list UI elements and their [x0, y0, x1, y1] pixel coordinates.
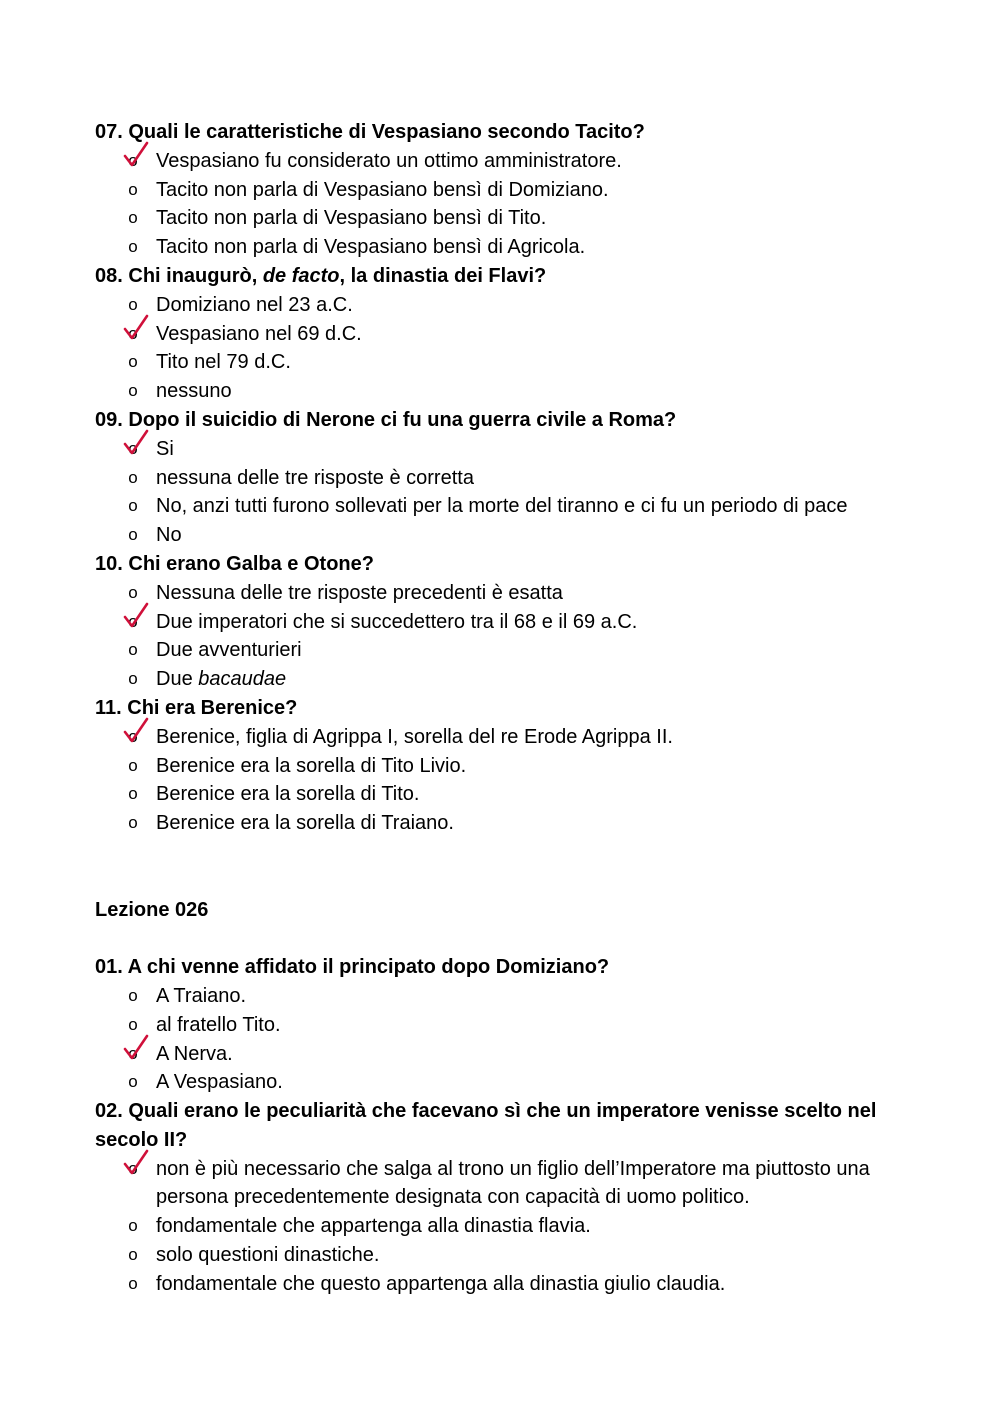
- answer-option: [95, 1241, 905, 1270]
- answer-text: Due avventurieri: [156, 639, 302, 662]
- answer-text: No: [156, 524, 182, 547]
- answer-option: [95, 1011, 905, 1040]
- checkmark-icon: [122, 1033, 150, 1063]
- answer-text: nessuna delle tre risposte è corretta: [156, 466, 474, 489]
- circle-bullet-icon: o: [128, 179, 138, 199]
- circle-bullet-icon: o: [128, 496, 138, 516]
- answer-option-correct: [95, 1155, 905, 1213]
- answer-option-correct: [95, 723, 905, 752]
- answer-options: [95, 1155, 905, 1299]
- answer-text: Berenice era la sorella di Tito.: [156, 783, 420, 806]
- question-number: 07.: [95, 121, 123, 143]
- checkmark-icon: [122, 1148, 150, 1178]
- answer-option: [95, 809, 905, 838]
- answer-option: [95, 636, 905, 665]
- circle-bullet-icon: o: [128, 1043, 138, 1063]
- answer-option: [95, 780, 905, 809]
- answer-text: Berenice era la sorella di Traiano.: [156, 812, 454, 835]
- answer-text: Tacito non parla di Vespasiano bensì di Tito.: [156, 207, 547, 230]
- circle-bullet-icon: o: [128, 582, 138, 602]
- answer-text: Nessuna delle tre risposte precedenti è esatta: [156, 581, 563, 604]
- circle-bullet-icon: o: [128, 669, 138, 689]
- question-text: [95, 118, 905, 147]
- question-text: [95, 262, 905, 291]
- circle-bullet-icon: o: [128, 1014, 138, 1034]
- answer-text: A Traiano.: [156, 984, 247, 1007]
- question-text: [95, 1097, 905, 1155]
- circle-bullet-icon: o: [128, 1245, 138, 1265]
- answer-option-correct: [95, 1040, 905, 1069]
- answer-text: A Vespasiano.: [156, 1071, 283, 1094]
- answer-text: No, anzi tutti furono sollevati per la morte del tiranno e ci fu un periodo di pace: [156, 495, 848, 518]
- circle-bullet-icon: o: [128, 640, 138, 660]
- circle-bullet-icon: o: [128, 784, 138, 804]
- answer-options: [95, 291, 905, 406]
- circle-bullet-icon: o: [128, 813, 138, 833]
- answer-text: Tito nel 79 d.C.: [156, 351, 291, 374]
- answer-options: [95, 723, 905, 838]
- question-number: 11.: [95, 696, 122, 719]
- answer-option: [95, 579, 905, 608]
- question-body: Quali erano le peculiarità che facevano sì che un imperatore venisse scelto nel secolo II?: [95, 1100, 877, 1151]
- quiz-content: [95, 118, 905, 1299]
- answer-text: Tacito non parla di Vespasiano bensì di Agricola.: [156, 236, 586, 259]
- circle-bullet-icon: o: [128, 985, 138, 1005]
- answer-text-start: Due: [156, 668, 199, 691]
- circle-bullet-icon: o: [128, 467, 138, 487]
- answer-text: non è più necessario che salga al trono un figlio dell’Imperatore ma piuttosto una persona precedentemente designata con capacità di uomo politico.: [156, 1157, 870, 1209]
- answer-text: Berenice, figlia di Agrippa I, sorella del re Erode Agrippa II.: [156, 725, 673, 748]
- question-body: Chi era Berenice?: [127, 696, 298, 719]
- circle-bullet-icon: o: [128, 381, 138, 401]
- answer-text: Vespasiano nel 69 d.C.: [156, 322, 362, 345]
- circle-bullet-icon: o: [128, 1273, 138, 1293]
- circle-bullet-icon: o: [128, 294, 138, 314]
- answer-option-correct: [95, 320, 905, 349]
- answer-text: Due imperatori che si succedettero tra il 68 e il 69 a.C.: [156, 610, 638, 633]
- question-number: 10.: [95, 552, 123, 575]
- question-body: Quali le caratteristiche di Vespasiano secondo Tacito?: [128, 121, 645, 143]
- circle-bullet-icon: o: [128, 726, 138, 746]
- checkmark-icon: [122, 601, 150, 631]
- question-number: 01.: [95, 956, 123, 979]
- answer-option: [95, 377, 905, 406]
- question-number: 08.: [95, 264, 123, 287]
- answer-text-italic: bacaudae: [198, 668, 287, 691]
- circle-bullet-icon: o: [128, 525, 138, 545]
- answer-text: A Nerva.: [156, 1042, 233, 1065]
- answer-options: [95, 982, 905, 1097]
- answer-text: Tacito non parla di Vespasiano bensì di Domiziano.: [156, 178, 609, 201]
- answer-text: Vespasiano fu considerato un ottimo amministratore.: [156, 149, 622, 172]
- answer-option: [95, 204, 905, 233]
- answer-option: [95, 665, 905, 694]
- circle-bullet-icon: o: [128, 208, 138, 228]
- answer-option: [95, 464, 905, 493]
- answer-option-correct: [95, 147, 905, 176]
- answer-options: [95, 435, 905, 550]
- circle-bullet-icon: o: [128, 755, 138, 775]
- question-text: [95, 550, 905, 579]
- answer-text: nessuno: [156, 380, 232, 403]
- circle-bullet-icon: o: [128, 438, 138, 458]
- answer-text: fondamentale che appartenga alla dinastia flavia.: [156, 1215, 591, 1238]
- question-body-end: , la dinastia dei Flavi?: [339, 264, 547, 287]
- section-spacer: [95, 838, 905, 867]
- circle-bullet-icon: o: [128, 150, 138, 170]
- answer-option-correct: [95, 608, 905, 637]
- circle-bullet-icon: o: [128, 237, 138, 257]
- answer-text: solo questioni dinastiche.: [156, 1244, 380, 1267]
- answer-option: [95, 982, 905, 1011]
- answer-text: Si: [156, 437, 174, 460]
- question-body-italic: de facto: [262, 264, 340, 287]
- answer-option: [95, 348, 905, 377]
- lesson-title: Lezione 026: [95, 898, 209, 921]
- answer-text: al fratello Tito.: [156, 1013, 281, 1036]
- checkmark-icon: [122, 140, 150, 170]
- answer-option-correct: [95, 435, 905, 464]
- answer-option: [95, 233, 905, 262]
- checkmark-icon: [122, 313, 150, 343]
- circle-bullet-icon: o: [128, 323, 138, 343]
- answer-option: [95, 1212, 905, 1241]
- answer-option: [95, 752, 905, 781]
- answer-option: [95, 492, 905, 521]
- circle-bullet-icon: o: [128, 611, 138, 631]
- answer-option: [95, 521, 905, 550]
- answer-text: fondamentale che questo appartenga alla dinastia giulio claudia.: [156, 1272, 726, 1295]
- question-body: Chi erano Galba e Otone?: [128, 552, 374, 575]
- circle-bullet-icon: o: [128, 352, 138, 372]
- question-number: 02.: [95, 1100, 123, 1123]
- question-body: Dopo il suicidio di Nerone ci fu una guerra civile a Roma?: [128, 408, 677, 431]
- question-text: [95, 406, 905, 435]
- answer-option: [95, 291, 905, 320]
- answer-text: Berenice era la sorella di Tito Livio.: [156, 754, 467, 777]
- checkmark-icon: [122, 428, 150, 458]
- answer-option: [95, 1068, 905, 1097]
- answer-text: Domiziano nel 23 a.C.: [156, 293, 353, 316]
- question-text: [95, 694, 905, 723]
- answer-options: [95, 579, 905, 694]
- question-body-start: Chi inaugurò,: [128, 264, 263, 287]
- checkmark-icon: [122, 716, 150, 746]
- question-body: A chi venne affidato il principato dopo Domiziano?: [127, 956, 610, 979]
- question-text: [95, 953, 905, 982]
- answer-option: [95, 1270, 905, 1299]
- circle-bullet-icon: o: [128, 1158, 138, 1178]
- circle-bullet-icon: o: [128, 1072, 138, 1092]
- question-number: 09.: [95, 408, 123, 431]
- answer-options: [95, 147, 905, 262]
- answer-option: [95, 176, 905, 205]
- circle-bullet-icon: o: [128, 1216, 138, 1236]
